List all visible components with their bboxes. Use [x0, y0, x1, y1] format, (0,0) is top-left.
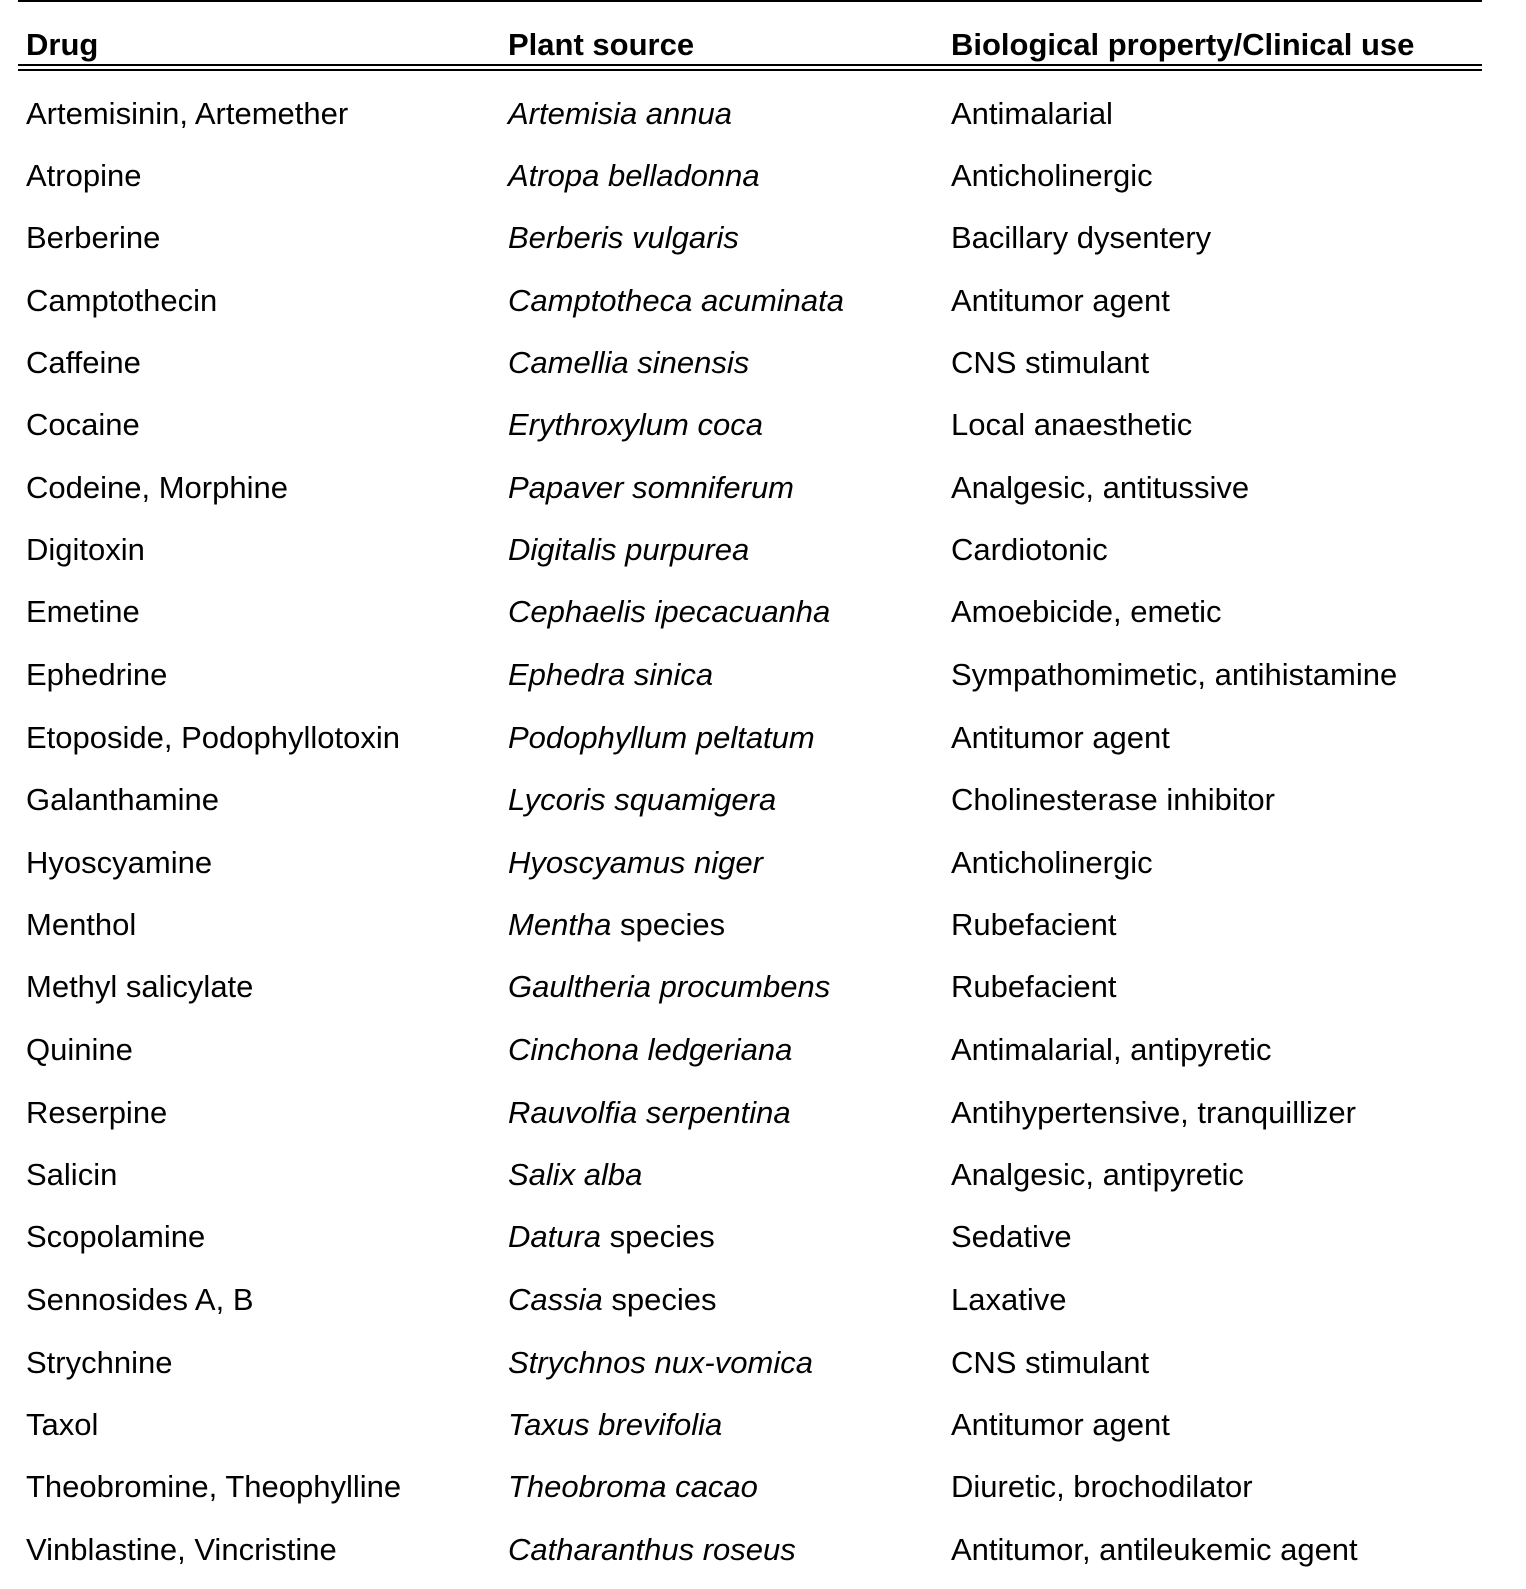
plant-genus-species: Lycoris squamigera	[508, 782, 777, 817]
table-row	[0, 1216, 1526, 1258]
plant-cell	[508, 404, 763, 446]
use-cell: Rubefacient	[951, 969, 1117, 1004]
plant-genus-species: Erythroxylum coca	[508, 407, 763, 442]
drug-cell: Digitoxin	[26, 532, 145, 567]
table-row	[0, 1279, 1526, 1321]
drug-cell: Salicin	[26, 1157, 118, 1192]
plant-suffix: species	[611, 907, 726, 942]
drug-cell: Scopolamine	[26, 1219, 206, 1254]
plant-genus-species: Datura	[508, 1219, 602, 1254]
drug-cell: Theobromine, Theophylline	[26, 1469, 402, 1504]
plant-cell	[508, 1279, 717, 1321]
plant-genus-species: Cinchona ledgeriana	[508, 1032, 793, 1067]
use-cell: Cardiotonic	[951, 532, 1108, 567]
use-cell: Antitumor agent	[951, 1407, 1170, 1442]
plant-genus-species: Taxus brevifolia	[508, 1407, 723, 1442]
drug-cell: Emetine	[26, 594, 140, 629]
table-row	[0, 1342, 1526, 1384]
table-row	[0, 1029, 1526, 1071]
drug-cell: Reserpine	[26, 1095, 168, 1130]
plant-genus-species: Berberis vulgaris	[508, 220, 739, 255]
use-cell: Antitumor agent	[951, 720, 1170, 755]
use-cell: Local anaesthetic	[951, 407, 1193, 442]
plant-cell	[508, 1342, 813, 1384]
plant-cell	[508, 1216, 715, 1258]
table-row	[0, 654, 1526, 696]
plant-genus-species: Strychnos nux-vomica	[508, 1345, 813, 1380]
table-row	[0, 1154, 1526, 1196]
plant-cell	[508, 1154, 642, 1196]
drug-cell: Camptothecin	[26, 283, 218, 318]
plant-genus-species: Podophyllum peltatum	[508, 720, 815, 755]
use-cell: Antitumor, antileukemic agent	[951, 1532, 1358, 1567]
table-row	[0, 404, 1526, 446]
drug-cell: Hyoscyamine	[26, 845, 213, 880]
plant-genus-species: Catharanthus roseus	[508, 1532, 796, 1567]
drug-cell: Caffeine	[26, 345, 141, 380]
plant-genus-species: Digitalis purpurea	[508, 532, 750, 567]
use-cell: Anticholinergic	[951, 158, 1153, 193]
table-row	[0, 217, 1526, 259]
plant-genus-species: Ephedra sinica	[508, 657, 714, 692]
table-row	[0, 842, 1526, 884]
plant-genus-species: Mentha	[508, 907, 612, 942]
header-drug: Drug	[26, 27, 99, 62]
use-cell: CNS stimulant	[951, 345, 1150, 380]
drug-cell: Quinine	[26, 1032, 133, 1067]
plant-cell	[508, 842, 763, 884]
plant-genus-species: Cephaelis ipecacuanha	[508, 594, 831, 629]
drug-cell: Strychnine	[26, 1345, 173, 1380]
use-cell: Antihypertensive, tranquillizer	[951, 1095, 1356, 1130]
plant-cell	[508, 529, 749, 571]
drug-cell: Sennosides A, B	[26, 1282, 254, 1317]
drug-cell: Berberine	[26, 220, 161, 255]
plant-cell	[508, 591, 830, 633]
table-row	[0, 1404, 1526, 1446]
plant-cell	[508, 717, 815, 759]
use-cell: Bacillary dysentery	[951, 220, 1212, 255]
plant-suffix: species	[601, 1219, 715, 1254]
drug-cell: Artemisinin, Artemether	[26, 96, 349, 131]
drug-cell: Codeine, Morphine	[26, 470, 288, 505]
use-cell: Antitumor agent	[951, 283, 1170, 318]
plant-genus-species: Camptotheca acuminata	[508, 283, 845, 318]
use-cell: Analgesic, antipyretic	[951, 1157, 1244, 1192]
table-row	[0, 93, 1526, 135]
plant-cell	[508, 1092, 791, 1134]
table-row	[0, 779, 1526, 821]
header-biological-property: Biological property/Clinical use	[951, 27, 1415, 62]
table-row	[0, 1092, 1526, 1134]
table-row	[0, 1529, 1526, 1571]
table-row	[0, 591, 1526, 633]
header-plant-source: Plant source	[508, 27, 695, 62]
drug-cell: Menthol	[26, 907, 137, 942]
plant-cell	[508, 779, 776, 821]
plant-cell	[508, 966, 830, 1008]
plant-genus-species: Rauvolfia serpentina	[508, 1095, 791, 1130]
drug-cell: Etoposide, Podophyllotoxin	[26, 720, 400, 755]
table-row	[0, 529, 1526, 571]
plant-cell	[508, 93, 732, 135]
plant-cell	[508, 280, 844, 322]
table-row	[0, 717, 1526, 759]
plant-cell	[508, 342, 749, 384]
table-row	[0, 904, 1526, 946]
use-cell: Laxative	[951, 1282, 1067, 1317]
use-cell: Antimalarial	[951, 96, 1113, 131]
plant-genus-species: Gaultheria procumbens	[508, 969, 831, 1004]
drug-cell: Taxol	[26, 1407, 99, 1442]
plant-cell	[508, 155, 760, 197]
plant-genus-species: Atropa belladonna	[508, 158, 760, 193]
use-cell: Amoebicide, emetic	[951, 594, 1222, 629]
use-cell: Sympathomimetic, antihistamine	[951, 657, 1398, 692]
plant-cell	[508, 654, 713, 696]
plant-genus-species: Hyoscyamus niger	[508, 845, 763, 880]
use-cell: Rubefacient	[951, 907, 1117, 942]
plant-cell	[508, 217, 739, 259]
plant-suffix: species	[602, 1282, 717, 1317]
use-cell: Analgesic, antitussive	[951, 470, 1250, 505]
drug-cell: Methyl salicylate	[26, 969, 254, 1004]
plant-genus-species: Artemisia annua	[508, 96, 733, 131]
plant-cell	[508, 1466, 758, 1508]
plant-cell	[508, 467, 794, 509]
use-cell: Anticholinergic	[951, 845, 1153, 880]
use-cell: Antimalarial, antipyretic	[951, 1032, 1272, 1067]
use-cell: Sedative	[951, 1219, 1072, 1254]
use-cell: Cholinesterase inhibitor	[951, 782, 1275, 817]
drug-cell: Vinblastine, Vincristine	[26, 1532, 337, 1567]
plant-cell	[508, 1029, 792, 1071]
plant-genus-species: Camellia sinensis	[508, 345, 750, 380]
table-row	[0, 155, 1526, 197]
plant-cell	[508, 904, 725, 946]
table-row	[0, 342, 1526, 384]
drug-cell: Cocaine	[26, 407, 140, 442]
table-row	[0, 467, 1526, 509]
drug-cell: Galanthamine	[26, 782, 220, 817]
table-row	[0, 280, 1526, 322]
plant-genus-species: Papaver somniferum	[508, 470, 795, 505]
use-cell: CNS stimulant	[951, 1345, 1150, 1380]
plant-genus-species: Salix alba	[508, 1157, 643, 1192]
use-cell: Diuretic, brochodilator	[951, 1469, 1253, 1504]
table-row	[0, 1466, 1526, 1508]
plant-cell	[508, 1529, 796, 1571]
plant-cell	[508, 1404, 722, 1446]
plant-genus-species: Theobroma cacao	[508, 1469, 758, 1504]
plant-genus-species: Cassia	[508, 1282, 603, 1317]
drug-cell: Atropine	[26, 158, 142, 193]
drug-cell: Ephedrine	[26, 657, 168, 692]
table-row	[0, 966, 1526, 1008]
